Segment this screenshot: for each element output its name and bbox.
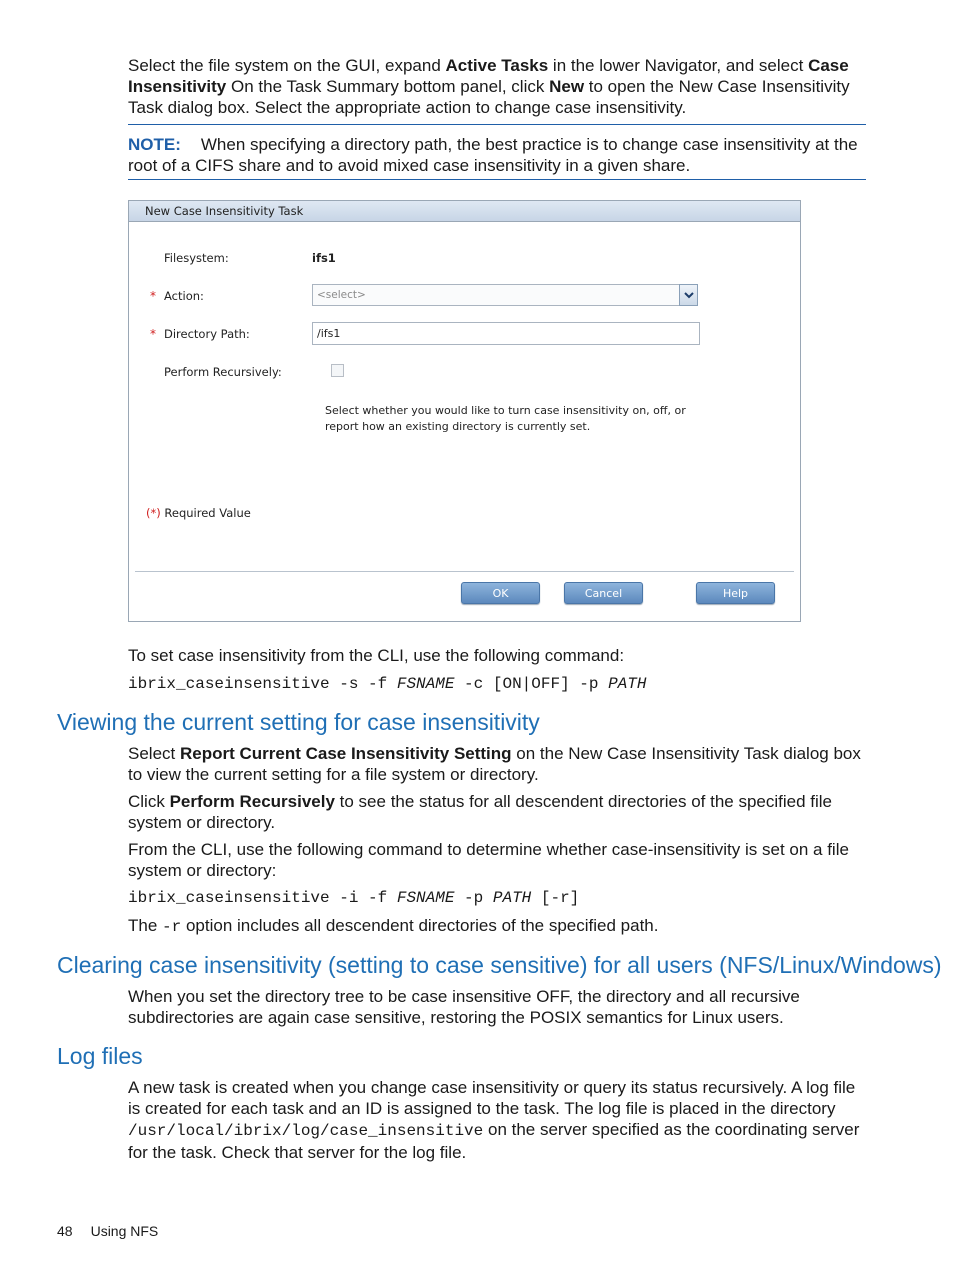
dialog-divider — [135, 571, 794, 572]
log-files-paragraph: A new task is created when you change case insensitivity or query its status recursively. A log file is created for each task and an ID is assigned to the task. The log file is placed in the directory /usr/local/ibrix/log/case_insensitive on the server specified as the coordinating server for the task. Check that server for the log file. — [128, 1078, 860, 1162]
cli-query-command: ibrix_caseinsensitive -i -f FSNAME -p PATH [-r] — [128, 889, 580, 907]
viewing-paragraph-3: From the CLI, use the following command to determine whether case-insensitivity is set on a file system or directory: — [128, 840, 849, 880]
viewing-paragraph-2: Click Perform Recursively to see the status for all descendent directories of the specified file system or directory. — [128, 792, 832, 832]
filesystem-value: ifs1 — [312, 251, 336, 265]
directory-path-label: Directory Path: — [164, 327, 250, 341]
chevron-down-icon[interactable] — [679, 284, 698, 306]
page-number: 48 — [57, 1223, 73, 1239]
new-term: New — [549, 77, 585, 96]
directory-path-value: /ifs1 — [317, 327, 341, 340]
section-heading-viewing: Viewing the current setting for case insensitivity — [57, 709, 540, 735]
note-label: NOTE: — [128, 135, 181, 154]
action-select[interactable] — [312, 284, 698, 306]
viewing-paragraph-1: Select Report Current Case Insensitivity Setting on the New Case Insensitivity Task dialog box to view the current setting for a file system or directory. — [128, 744, 861, 784]
section-heading-clearing: Clearing case insensitivity (setting to case sensitive) for all users (NFS/Linux/Windows) — [57, 952, 942, 978]
note-text: When specifying a directory path, the best practice is to change case insensitivity at the root of a CIFS share and to avoid mixed case insensitivity in a given share. — [128, 135, 858, 175]
dialog-title: New Case Insensitivity Task — [129, 201, 800, 222]
ok-button[interactable]: OK — [461, 582, 540, 604]
case-insensitivity-term: Case Insensitivity — [128, 56, 849, 96]
cli-intro: To set case insensitivity from the CLI, use the following command: — [128, 646, 625, 665]
action-hint: Select whether you would like to turn case insensitivity on, off, or report how an existing directory is currently set. — [325, 404, 686, 433]
viewing-paragraph-4: The -r option includes all descendent directories of the specified path. — [128, 916, 659, 936]
intro-paragraph: Select the file system on the GUI, expand Active Tasks in the lower Navigator, and select Case Insensitivity On the Task Summary bottom panel, click New to open the New Case Insensitivity Task dialog box. Select the appropriate action to change case insensitivity. — [128, 56, 850, 117]
directory-path-input[interactable] — [312, 322, 700, 345]
section-heading-log-files: Log files — [57, 1043, 143, 1069]
clearing-paragraph: When you set the directory tree to be case insensitive OFF, the directory and all recursive subdirectories are again case sensitive, restoring the POSIX semantics for Linux users. — [128, 987, 800, 1027]
action-label: Action: — [164, 289, 204, 303]
footer-section-title: Using NFS — [90, 1223, 159, 1239]
active-tasks-term: Active Tasks — [445, 56, 549, 75]
perform-recursively-label: Perform Recursively: — [164, 365, 282, 379]
perform-recursively-checkbox[interactable] — [331, 364, 344, 377]
action-select-value: <select> — [317, 289, 366, 301]
required-marker: * — [150, 327, 156, 341]
note-box — [128, 124, 866, 180]
required-marker: * — [150, 289, 156, 303]
cli-set-command: ibrix_caseinsensitive -s -f FSNAME -c [ON|OFF] -p PATH — [128, 675, 647, 693]
required-value-note: (*) Required Value — [146, 506, 251, 520]
page-footer — [57, 1223, 158, 1239]
new-case-insensitivity-dialog — [128, 200, 801, 622]
cancel-button[interactable]: Cancel — [564, 582, 643, 604]
help-button[interactable]: Help — [696, 582, 775, 604]
filesystem-label: Filesystem: — [164, 251, 229, 265]
